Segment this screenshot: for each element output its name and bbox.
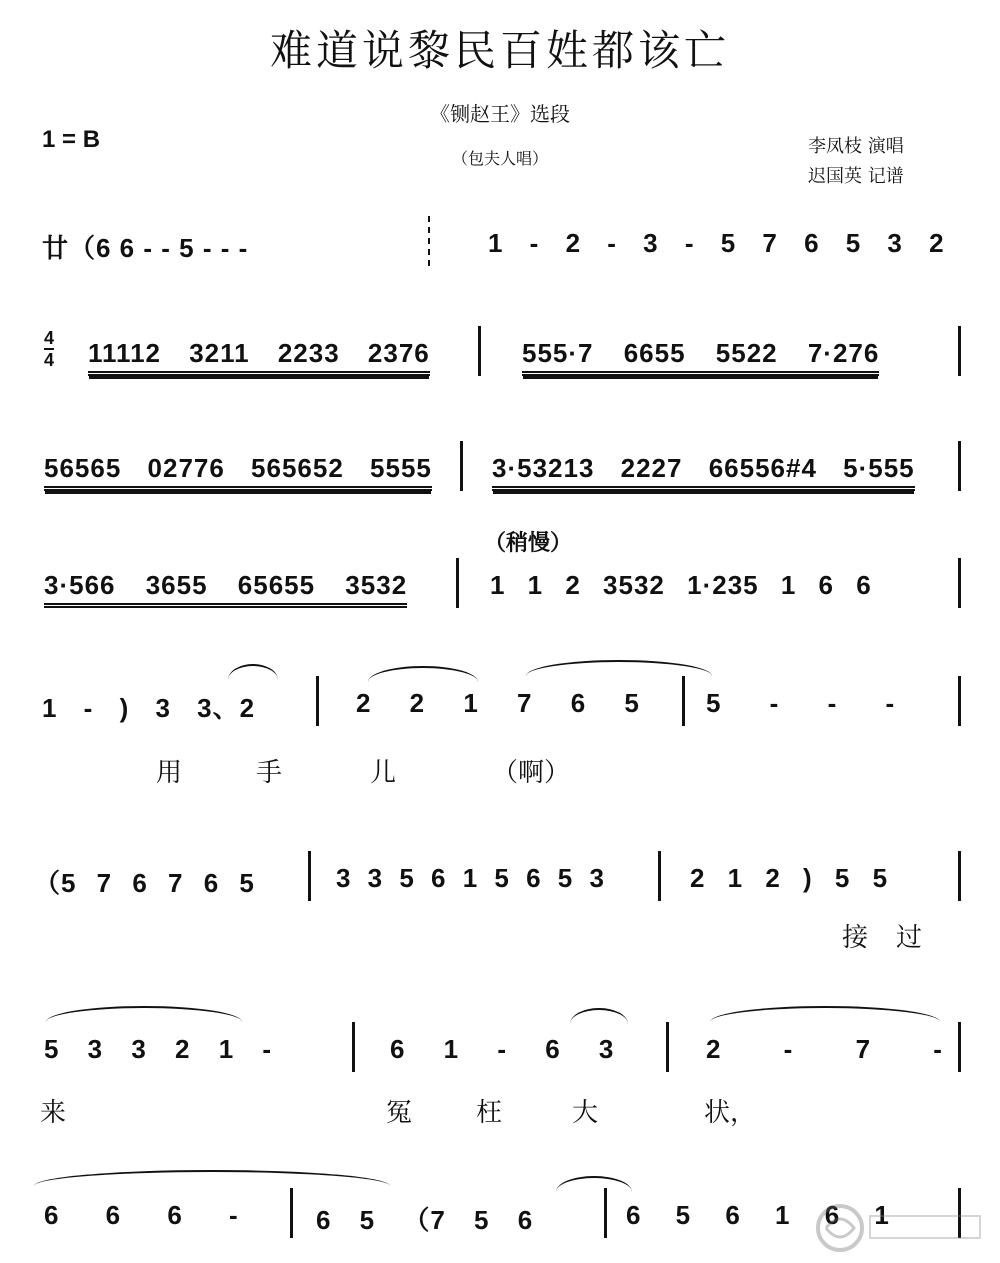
measure: 5 3 3 2 1 - bbox=[44, 1034, 273, 1064]
barline bbox=[958, 326, 961, 376]
song-subtitle: 《铡赵王》选段 bbox=[430, 102, 570, 126]
barline bbox=[958, 851, 961, 901]
barline bbox=[316, 676, 319, 726]
measure: 2 2 1 7 6 5 bbox=[356, 688, 640, 718]
singer-role: （包夫人唱） bbox=[451, 149, 548, 168]
barline bbox=[352, 1022, 355, 1072]
slur bbox=[228, 664, 278, 680]
barline bbox=[456, 558, 459, 608]
staff-row-7 bbox=[0, 1016, 1000, 1128]
performer-credit: 李凤枝 演唱 bbox=[808, 136, 904, 157]
measure: 6 6 6 - bbox=[44, 1200, 239, 1230]
slur bbox=[368, 666, 478, 682]
tie bbox=[34, 1170, 390, 1186]
barline bbox=[658, 851, 661, 901]
barline bbox=[958, 558, 961, 608]
measure: 6 5 6 1 6 1 bbox=[626, 1200, 890, 1230]
barline bbox=[958, 676, 961, 726]
time-signature-top: 4 bbox=[44, 328, 55, 348]
measure: 11112 3211 2233 2376 bbox=[88, 338, 430, 376]
lyric-char: 用 bbox=[156, 758, 183, 788]
measure: 1 1 2 3532 1·235 1 6 6 bbox=[490, 570, 872, 600]
watermark-logo bbox=[810, 1198, 990, 1258]
lyric-char: 状， bbox=[704, 1098, 757, 1128]
lyric-char: 大 bbox=[572, 1098, 599, 1128]
staff-row-6 bbox=[0, 845, 1000, 953]
measure: 6 5 （7 5 6 bbox=[316, 1205, 534, 1235]
staff-row-2 bbox=[0, 320, 1000, 390]
lyric-char: 冤 bbox=[386, 1098, 413, 1128]
measure: 555·7 6655 5522 7·276 bbox=[522, 338, 879, 376]
time-signature bbox=[44, 328, 54, 370]
staff-row-3 bbox=[0, 435, 1000, 505]
staff-row-1 bbox=[0, 210, 1000, 280]
lyric-char: 接 bbox=[842, 923, 869, 953]
barline bbox=[958, 1022, 961, 1072]
lyric-char: 手 bbox=[256, 758, 283, 788]
measure: 6 1 - 6 3 bbox=[390, 1034, 615, 1064]
measure: 1 - ) 3 3、2 bbox=[42, 693, 256, 723]
slur bbox=[570, 1008, 628, 1024]
song-title: 难道说黎民百姓都该亡 bbox=[269, 26, 730, 75]
slur bbox=[46, 1006, 242, 1022]
measure: （5 7 6 7 6 5 bbox=[34, 868, 255, 898]
lyric-char: 儿 bbox=[370, 758, 397, 788]
lyric-char: 枉 bbox=[476, 1098, 503, 1128]
barline bbox=[958, 441, 961, 491]
staff-row-4 bbox=[0, 531, 1000, 622]
slur bbox=[710, 1006, 940, 1022]
barline bbox=[682, 676, 685, 726]
tempo-marking: （稍慢） bbox=[484, 531, 573, 556]
measure: 5 - - - bbox=[706, 688, 896, 718]
dashed-barline bbox=[428, 216, 430, 266]
measure: 3·566 3655 65655 3532 bbox=[44, 570, 407, 608]
barline bbox=[290, 1188, 293, 1238]
measure: 3 3 5 6 1 5 6 5 3 bbox=[336, 863, 605, 893]
barline bbox=[460, 441, 463, 491]
tie bbox=[526, 660, 712, 676]
lyric-char: 来 bbox=[40, 1098, 67, 1128]
measure-intro-free: 廿（6 6 - - 5 - - - bbox=[42, 233, 249, 263]
barline bbox=[308, 851, 311, 901]
measure: 56565 02776 565652 5555 bbox=[44, 453, 432, 491]
staff-row-5 bbox=[0, 670, 1000, 788]
measure-intro-run: 1 - 2 - 3 - 5 7 6 5 3 2 bbox=[488, 228, 954, 258]
transcriber-credit: 迟国英 记谱 bbox=[808, 166, 904, 187]
measure: 2 1 2 ) 5 5 bbox=[690, 863, 889, 893]
measure: 3·53213 2227 66556#4 5·555 bbox=[492, 453, 915, 491]
barline bbox=[666, 1022, 669, 1072]
time-signature-bottom: 4 bbox=[44, 350, 55, 370]
lyric-char: 过 bbox=[896, 923, 923, 953]
barline bbox=[604, 1188, 607, 1238]
lyric-char: （啊） bbox=[492, 758, 571, 788]
slur bbox=[556, 1176, 632, 1192]
measure: 2 - 7 - bbox=[706, 1034, 943, 1064]
key-signature: 1 = B bbox=[42, 126, 101, 153]
barline bbox=[478, 326, 481, 376]
